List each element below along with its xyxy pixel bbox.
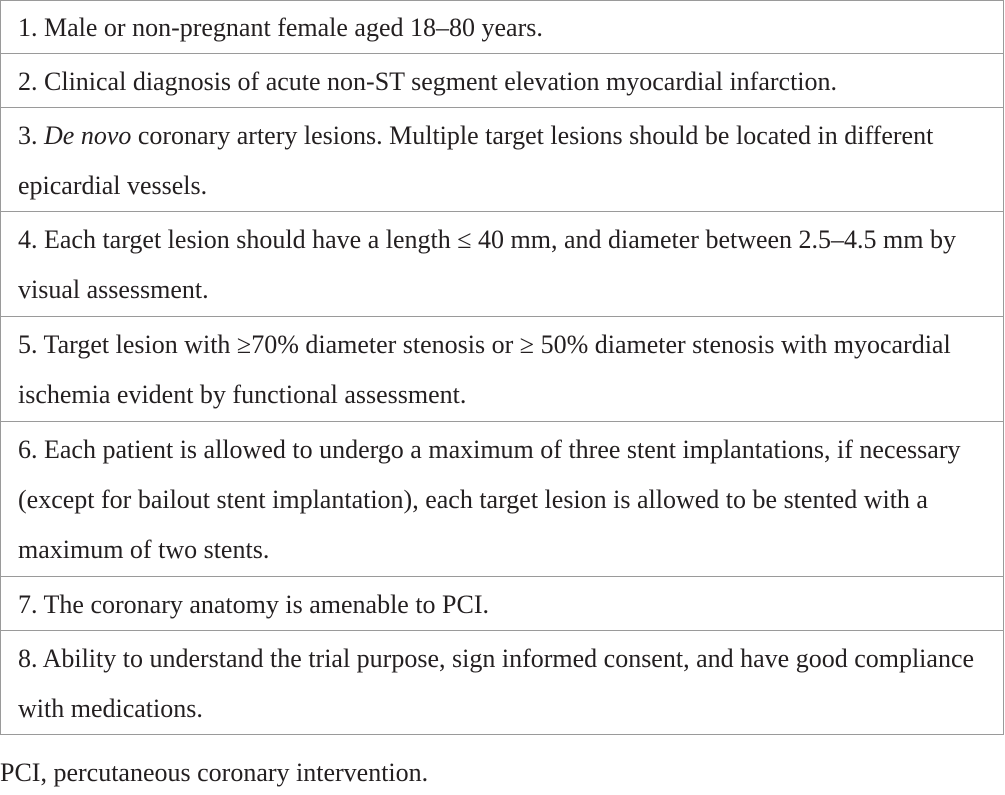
- table-row: [1, 1, 1004, 54]
- criterion-cell: [1, 577, 1004, 631]
- criterion-cell: [1, 54, 1004, 108]
- criterion-text: coronary artery lesions. Multiple target lesions should be located in different epicardial vessels.: [18, 120, 934, 200]
- table-row: [1, 212, 1004, 317]
- criterion-emphasis: De novo: [44, 120, 132, 150]
- criterion-cell: [1, 108, 1004, 212]
- criterion-number: 7.: [18, 589, 38, 619]
- criterion-text: Clinical diagnosis of acute non-ST segment elevation myocardial infarction.: [44, 66, 838, 96]
- criterion-cell: [1, 212, 1004, 317]
- criterion-text: Target lesion with ≥70% diameter stenosis or ≥ 50% diameter stenosis with myocardial ischemia evident by functional assessment.: [18, 330, 951, 409]
- criterion-cell: [1, 317, 1004, 422]
- criterion-text: Male or non-pregnant female aged 18–80 years.: [44, 13, 543, 42]
- criterion-cell: [1, 631, 1004, 735]
- table-row: [1, 54, 1004, 108]
- criterion-cell: [1, 422, 1004, 577]
- criterion-text: Each target lesion should have a length ≤ 40 mm, and diameter between 2.5–4.5 mm by visual assessment.: [18, 225, 957, 304]
- table-row: [1, 108, 1004, 212]
- table-row: [1, 577, 1004, 631]
- table-row: [1, 317, 1004, 422]
- criterion-cell: [1, 1, 1004, 54]
- criterion-text: Each patient is allowed to undergo a maximum of three stent implantations, if necessary (except for bailout stent implantation), each target lesion is allowed to be stented with a maximum of two stents.: [18, 435, 961, 564]
- criterion-number: 3.: [18, 120, 38, 150]
- criterion-number: 1.: [18, 13, 38, 42]
- criterion-number: 5.: [18, 330, 38, 359]
- criterion-text: Ability to understand the trial purpose, sign informed consent, and have good compliance with medications.: [18, 643, 975, 723]
- criterion-number: 2.: [18, 66, 38, 96]
- table-row: [1, 631, 1004, 735]
- table-row: [1, 422, 1004, 577]
- criterion-number: 8.: [18, 643, 38, 673]
- criterion-text: The coronary anatomy is amenable to PCI.: [43, 589, 490, 619]
- table-footnote: PCI, percutaneous coronary intervention.: [0, 758, 429, 787]
- criterion-number: 6.: [18, 435, 38, 464]
- criterion-number: 4.: [18, 225, 38, 254]
